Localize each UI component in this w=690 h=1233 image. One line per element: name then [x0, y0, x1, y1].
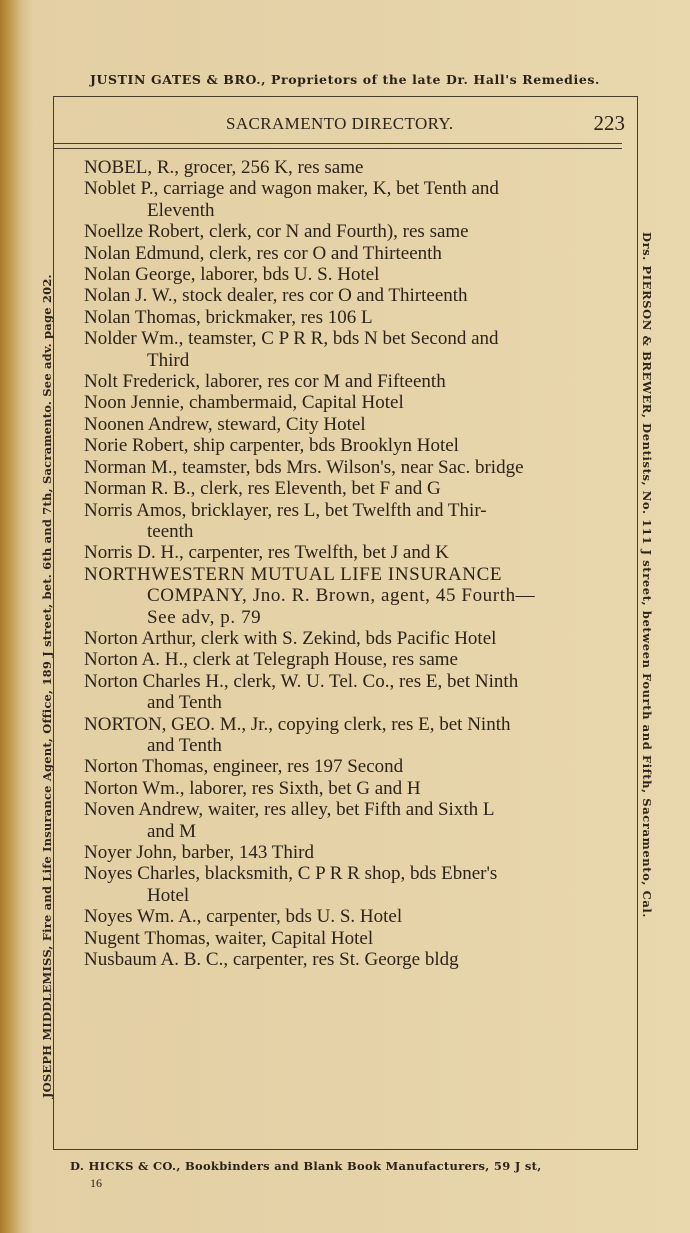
directory-entry — [84, 500, 606, 543]
directory-entry — [84, 307, 606, 328]
entry-line: Norman M., teamster, bds Mrs. Wilson's, near Sac. bridge — [84, 456, 524, 478]
entry-line: Noven Andrew, waiter, res alley, bet Fifth and Sixth L — [84, 799, 495, 821]
entry-line: Noblet P., carriage and wagon maker, K, bet Tenth and — [84, 178, 499, 200]
directory-entry — [84, 649, 606, 670]
directory-entry — [84, 243, 606, 264]
directory-entry — [84, 842, 606, 863]
directory-entry — [84, 478, 606, 499]
entry-line: NOBEL, R., grocer, 256 K, res same — [84, 157, 364, 178]
entry-continuation-line: and Tenth — [147, 692, 222, 714]
bottom-advertisement: D. HICKS & CO., Bookbinders and Blank Book Manufacturers, 59 J st, — [70, 1159, 542, 1173]
entry-line: Norris D. H., carpenter, res Twelfth, bet J and K — [84, 542, 449, 564]
entry-line: Nusbaum A. B. C., carpenter, res St. George bldg — [84, 949, 459, 971]
entry-line: Nolan Thomas, brickmaker, res 106 L — [84, 306, 373, 328]
entry-line: Norton Wm., laborer, res Sixth, bet G and H — [84, 777, 421, 799]
top-advertisement: JUSTIN GATES & BRO., Proprietors of the late Dr. Hall's Remedies. — [89, 72, 601, 87]
entry-line: Noon Jennie, chambermaid, Capital Hotel — [84, 392, 404, 414]
directory-entry — [84, 671, 606, 714]
entry-line: Norie Robert, ship carpenter, bds Brooklyn Hotel — [84, 435, 459, 457]
entry-continuation-line: and M — [147, 820, 197, 842]
entry-line: NORTON, GEO. M., Jr., copying clerk, res E, bet Ninth — [84, 713, 511, 735]
directory-entry — [84, 178, 606, 221]
right-margin-advertisement: Drs. PIERSON & BREWER, Dentists, No. 111 J street, between Fourth and Fifth, Sacramento, Cal. — [640, 232, 654, 918]
directory-entry — [84, 949, 606, 970]
header-title: SACRAMENTO DIRECTORY. — [226, 114, 454, 133]
entry-continuation-line: and Tenth — [147, 734, 222, 756]
directory-entry — [84, 264, 606, 285]
entry-line: Norton Thomas, engineer, res 197 Second — [84, 756, 404, 778]
directory-entry — [84, 863, 606, 906]
entry-line: Nugent Thomas, waiter, Capital Hotel — [84, 927, 374, 949]
entry-line: Norton Arthur, clerk with S. Zekind, bds Pacific Hotel — [84, 627, 497, 649]
running-header — [54, 112, 635, 138]
directory-entry — [84, 799, 606, 842]
page-number: 223 — [593, 111, 625, 135]
directory-entry — [84, 714, 606, 757]
directory-entry — [84, 414, 606, 435]
directory-entry — [84, 542, 606, 563]
directory-entry — [84, 564, 606, 628]
directory-entry — [84, 392, 606, 413]
entry-line: Norman R. B., clerk, res Eleventh, bet F and G — [84, 478, 441, 500]
directory-entry — [84, 285, 606, 306]
entry-line: Norton Charles H., clerk, W. U. Tel. Co., res E, bet Ninth — [84, 670, 519, 692]
directory-entry — [84, 435, 606, 456]
directory-entry — [84, 371, 606, 392]
entry-continuation-line: See adv, p. 79 — [147, 606, 262, 628]
entry-line: Noyer John, barber, 143 Third — [84, 842, 315, 863]
entry-continuation-line: Hotel — [147, 884, 190, 906]
entry-line: NORTHWESTERN MUTUAL LIFE INSURANCE — [84, 563, 503, 585]
signature-mark: 16 — [90, 1176, 102, 1190]
directory-entry — [84, 157, 606, 178]
left-margin-advertisement: JOSEPH MIDDLEMISS, Fire and Life Insurance Agent, Office, 189 J street, bet. 6th and 7th, Sacramento. See adv. page 202. — [40, 274, 54, 1098]
entry-continuation-line: Eleventh — [147, 199, 215, 221]
entry-line: Noonen Andrew, steward, City Hotel — [84, 413, 366, 435]
entry-line: Nolan Edmund, clerk, res cor O and Thirteenth — [84, 242, 442, 264]
directory-entry — [84, 328, 606, 371]
entry-line: Noyes Charles, blacksmith, C P R R shop, bds Ebner's — [84, 863, 498, 885]
entry-continuation-line: Third — [147, 349, 190, 371]
entry-line: Nolan George, laborer, bds U. S. Hotel — [84, 264, 380, 286]
directory-entry — [84, 756, 606, 777]
directory-entry — [84, 221, 606, 242]
directory-entry — [84, 457, 606, 478]
entry-line: Noellze Robert, clerk, cor N and Fourth), res same — [84, 221, 469, 243]
entry-continuation-line: teenth — [147, 520, 194, 542]
directory-entry — [84, 906, 606, 927]
entry-line: Nolder Wm., teamster, C P R R, bds N bet Second and — [84, 328, 499, 350]
directory-entry — [84, 778, 606, 799]
header-rule — [54, 143, 622, 149]
directory-entries — [84, 157, 606, 970]
entry-line: Nolan J. W., stock dealer, res cor O and Thirteenth — [84, 285, 468, 307]
entry-line: Norris Amos, bricklayer, res L, bet Twelfth and Thir- — [84, 499, 487, 521]
entry-line: Norton A. H., clerk at Telegraph House, res same — [84, 649, 458, 671]
directory-entry — [84, 628, 606, 649]
directory-entry — [84, 928, 606, 949]
entry-line: Nolt Frederick, laborer, res cor M and Fifteenth — [84, 371, 446, 393]
entry-line: Noyes Wm. A., carpenter, bds U. S. Hotel — [84, 906, 403, 928]
entry-continuation-line: COMPANY, Jno. R. Brown, agent, 45 Fourth— — [147, 585, 536, 607]
